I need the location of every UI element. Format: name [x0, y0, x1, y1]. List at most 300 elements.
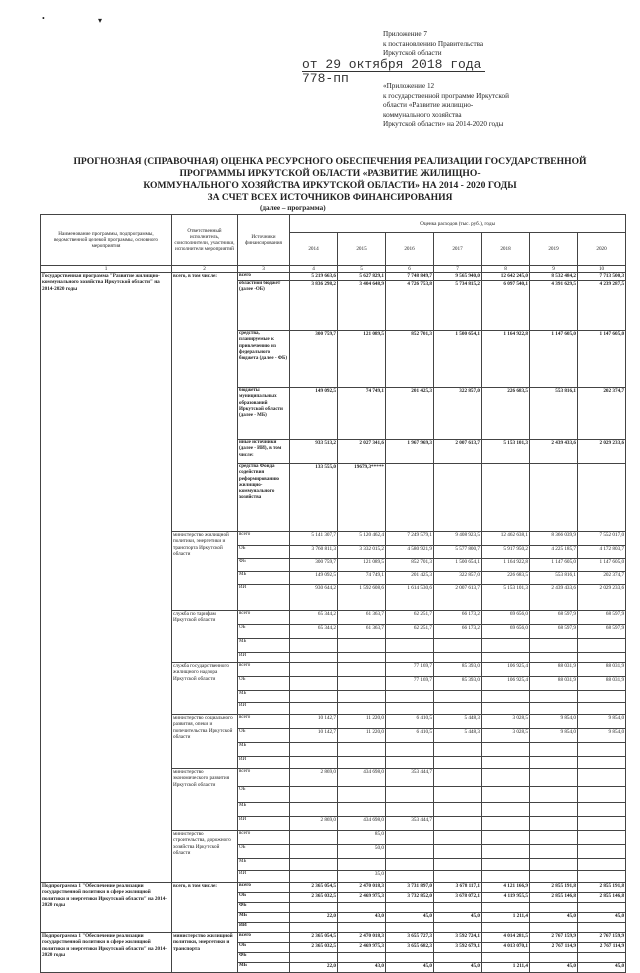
value-cell: 88 031,9 — [578, 677, 626, 691]
value-cell: 201 425,3 — [386, 572, 434, 585]
value-cell: 3 836 298,2 — [290, 281, 338, 331]
value-cell: 3 028,5 — [482, 729, 530, 743]
value-cell — [530, 653, 578, 663]
executor-name: министерство строительства, дорожного хозяйства Иркутской области — [172, 831, 238, 883]
value-cell — [530, 803, 578, 817]
value-cell — [338, 859, 386, 871]
value-cell: 88 031,9 — [578, 663, 626, 677]
value-cell — [434, 653, 482, 663]
value-cell: 68 597,9 — [530, 625, 578, 639]
executor-name: служба по тарифам Иркутской области — [172, 611, 238, 663]
source-label: всего — [238, 532, 290, 546]
appendix-line: «Приложение 12 — [383, 82, 435, 90]
value-cell — [290, 859, 338, 871]
value-cell: 5 734 815,2 — [434, 281, 482, 331]
value-cell: 45,0 — [530, 913, 578, 923]
value-cell — [434, 817, 482, 831]
value-cell: 12 462 638,1 — [482, 532, 530, 546]
stamp-number: 778-пп — [302, 71, 349, 86]
value-cell: 88 031,9 — [530, 677, 578, 691]
value-cell: 3 655 727,3 — [386, 933, 434, 943]
source-label: всего — [238, 715, 290, 729]
value-cell: 35,0 — [338, 871, 386, 883]
value-cell: 12 642 245,0 — [482, 273, 530, 281]
program-name: Подпрограмма 1 "Обеспечение реализации государственной политики в сфере жилищной политики и энергетики Иркутской области" на 2014-2020 годы — [41, 883, 172, 933]
value-cell: 1 211,4 — [482, 913, 530, 923]
value-cell: 85 393,0 — [434, 663, 482, 677]
title-line: КОММУНАЛЬНОГО ХОЗЯЙСТВА ИРКУТСКОЙ ОБЛАСТИ» НА 2014 - 2020 ГОДЫ — [143, 180, 517, 191]
appendix-line: к постановлению Правительства — [383, 39, 484, 48]
value-cell: 1 967 969,3 — [386, 440, 434, 464]
value-cell — [578, 787, 626, 803]
source-label: ИИ — [238, 703, 290, 715]
appendix-line: Иркутской области — [383, 49, 442, 57]
value-cell: 4 580 921,9 — [386, 546, 434, 559]
value-cell — [338, 787, 386, 803]
value-cell — [530, 859, 578, 871]
source-label: средства Фонда содействия реформированию жилищно-коммунального хозяйства — [238, 464, 290, 532]
value-cell: 5 627 829,1 — [338, 273, 386, 281]
value-cell — [482, 845, 530, 859]
source-label: МБ — [238, 743, 290, 757]
value-cell: 2 470 018,3 — [338, 933, 386, 943]
value-cell — [386, 691, 434, 703]
value-cell — [530, 845, 578, 859]
value-cell: 106 925,4 — [482, 663, 530, 677]
value-cell: 4 172 803,7 — [578, 546, 626, 559]
header-name: Наименование программы, подпрограммы, ведомственной целевой программы, основного мероприятия — [41, 215, 172, 266]
value-cell: 2 439 433,6 — [530, 585, 578, 611]
value-cell: 43,0 — [338, 963, 386, 973]
value-cell: 5 153 101,3 — [482, 585, 530, 611]
value-cell: 7 249 579,1 — [386, 532, 434, 546]
value-cell — [482, 787, 530, 803]
title-line: ПРОГРАММЫ ИРКУТСКОЙ ОБЛАСТИ «РАЗВИТИЕ ЖИЛИЩНО- — [179, 168, 481, 179]
source-label: всего — [238, 273, 290, 281]
source-label: МБ — [238, 572, 290, 585]
value-cell — [434, 639, 482, 653]
value-cell: 7 713 500,3 — [578, 273, 626, 281]
value-cell — [434, 757, 482, 769]
value-cell: 45,0 — [386, 913, 434, 923]
value-cell: 4 014 281,5 — [482, 933, 530, 943]
value-cell: 68 597,9 — [578, 625, 626, 639]
value-cell: 553 816,1 — [530, 572, 578, 585]
value-cell: 930 644,2 — [290, 585, 338, 611]
value-cell — [386, 787, 434, 803]
title-line: ПРОГНОЗНАЯ (СПРАВОЧНАЯ) ОЦЕНКА РЕСУРСНОГО ОБЕСПЕЧЕНИЯ РЕАЛИЗАЦИИ ГОСУДАРСТВЕННОЙ — [73, 156, 587, 167]
header-col-number: 1 — [41, 266, 172, 273]
value-cell: 43,0 — [338, 913, 386, 923]
value-cell — [578, 653, 626, 663]
value-cell: 6 410,5 — [386, 729, 434, 743]
value-cell — [434, 703, 482, 715]
value-cell: 2 007 613,7 — [434, 440, 482, 464]
value-cell — [338, 703, 386, 715]
value-cell: 1 500 654,1 — [434, 331, 482, 388]
value-cell — [434, 787, 482, 803]
value-cell: 2 469 975,3 — [338, 893, 386, 903]
value-cell: 2 869,0 — [290, 769, 338, 787]
header-col-number: 5 — [338, 266, 386, 273]
value-cell: 62 251,7 — [386, 611, 434, 625]
header-year: 2015 — [338, 233, 386, 266]
value-cell: 933 513,2 — [290, 440, 338, 464]
value-cell: 45,0 — [434, 913, 482, 923]
value-cell — [290, 743, 338, 757]
source-label: ИИ — [238, 585, 290, 611]
value-cell: 1 147 605,0 — [578, 331, 626, 388]
value-cell: 121 089,5 — [338, 331, 386, 388]
value-cell: 74 749,1 — [338, 388, 386, 440]
value-cell — [386, 871, 434, 883]
value-cell — [578, 831, 626, 845]
value-cell — [386, 757, 434, 769]
value-cell: 2 869,0 — [290, 817, 338, 831]
value-cell: 1 147 605,0 — [530, 331, 578, 388]
source-label: ИИ — [238, 923, 290, 933]
source-label: всего — [238, 663, 290, 677]
value-cell — [290, 923, 338, 933]
value-cell — [290, 639, 338, 653]
header-col-number: 10 — [578, 266, 626, 273]
value-cell: 45,0 — [434, 963, 482, 973]
header-col-number: 2 — [172, 266, 238, 273]
appendix-12-block — [383, 82, 509, 130]
value-cell — [434, 903, 482, 913]
value-cell: 852 701,3 — [386, 559, 434, 572]
value-cell — [578, 859, 626, 871]
table-row — [41, 273, 626, 281]
appendix-line: Приложение 7 — [383, 30, 427, 38]
scan-mark: • — [42, 14, 45, 23]
value-cell — [578, 817, 626, 831]
value-cell — [530, 923, 578, 933]
source-label: ОБ — [238, 943, 290, 953]
value-cell — [530, 691, 578, 703]
value-cell: 2 029 233,6 — [578, 440, 626, 464]
value-cell: 4 013 070,1 — [482, 943, 530, 953]
source-label: средства, планируемые к привлечению из федерального бюджета (далее - ФБ) — [238, 331, 290, 388]
value-cell: 61 363,7 — [338, 625, 386, 639]
value-cell — [578, 703, 626, 715]
header-executor: Ответственный исполнитель, соисполнители, участники, исполнители мероприятий — [172, 215, 238, 266]
value-cell: 1 147 605,0 — [578, 559, 626, 572]
value-cell — [482, 803, 530, 817]
value-cell: 1 147 605,0 — [530, 559, 578, 572]
source-label: ФБ — [238, 953, 290, 963]
value-cell — [386, 639, 434, 653]
value-cell — [482, 769, 530, 787]
executor-name: министерство экономического развития Иркутской области — [172, 769, 238, 831]
value-cell: 3 404 648,9 — [338, 281, 386, 331]
value-cell: 8 366 039,9 — [530, 532, 578, 546]
value-cell: 4 239 287,5 — [578, 281, 626, 331]
value-cell: 6 410,5 — [386, 715, 434, 729]
value-cell — [290, 703, 338, 715]
value-cell — [386, 703, 434, 715]
value-cell: 3 592 724,1 — [434, 933, 482, 943]
value-cell: 62 251,7 — [386, 625, 434, 639]
value-cell: 7 748 849,7 — [386, 273, 434, 281]
executor-name: министерство жилищной политики, энергетики и транспорта Иркутской области — [172, 532, 238, 611]
value-cell: 3 732 852,0 — [386, 893, 434, 903]
value-cell: 322 857,0 — [434, 572, 482, 585]
source-label: МБ — [238, 913, 290, 923]
value-cell — [578, 769, 626, 787]
header-year: 2018 — [482, 233, 530, 266]
value-cell — [290, 871, 338, 883]
value-cell — [290, 677, 338, 691]
value-cell: 4 121 166,9 — [482, 883, 530, 893]
value-cell — [386, 464, 434, 532]
document-subtitle: (далее – программа) — [260, 204, 326, 212]
value-cell: 6 097 540,1 — [482, 281, 530, 331]
source-label: ОБ — [238, 893, 290, 903]
executor-name: служба государственного жилищного надзора Иркутской области — [172, 663, 238, 715]
value-cell — [290, 663, 338, 677]
value-cell — [386, 803, 434, 817]
value-cell: 226 683,5 — [482, 388, 530, 440]
value-cell: 61 363,7 — [338, 611, 386, 625]
value-cell: 1 164 922,8 — [482, 559, 530, 572]
value-cell: 45,0 — [386, 963, 434, 973]
header-year: 2017 — [434, 233, 482, 266]
value-cell: 9 854,0 — [530, 715, 578, 729]
value-cell: 434 698,0 — [338, 769, 386, 787]
value-cell — [530, 769, 578, 787]
value-cell — [434, 859, 482, 871]
table-row — [41, 883, 626, 893]
value-cell: 852 701,3 — [386, 331, 434, 388]
value-cell: 2 855 191,8 — [530, 883, 578, 893]
value-cell — [482, 464, 530, 532]
value-cell — [290, 787, 338, 803]
value-cell: 5 448,3 — [434, 729, 482, 743]
value-cell: 4 119 955,5 — [482, 893, 530, 903]
value-cell — [386, 923, 434, 933]
value-cell — [338, 803, 386, 817]
header-year: 2019 — [530, 233, 578, 266]
value-cell — [530, 903, 578, 913]
value-cell: 2 767 159,9 — [530, 933, 578, 943]
value-cell — [434, 871, 482, 883]
source-label: ОБ — [238, 729, 290, 743]
value-cell — [482, 757, 530, 769]
value-cell: 85 393,0 — [434, 677, 482, 691]
value-cell: 3 655 682,3 — [386, 943, 434, 953]
value-cell: 69 656,0 — [482, 611, 530, 625]
value-cell — [434, 845, 482, 859]
source-label: ОБ — [238, 677, 290, 691]
value-cell: 65 344,2 — [290, 625, 338, 639]
value-cell: 45,0 — [530, 963, 578, 973]
value-cell: 1 614 530,6 — [386, 585, 434, 611]
value-cell: 11 220,0 — [338, 715, 386, 729]
value-cell — [434, 464, 482, 532]
value-cell: 5 153 101,3 — [482, 440, 530, 464]
source-label: МБ — [238, 963, 290, 973]
value-cell: 2 855 146,8 — [530, 893, 578, 903]
program-name: Подпрограмма 1 "Обеспечение реализации государственной политики в сфере жилищной политики и энергетики Иркутской области" на 2014-2020 годы — [41, 933, 172, 973]
value-cell: 2 027 341,6 — [338, 440, 386, 464]
value-cell: 3 678 072,1 — [434, 893, 482, 903]
header-col-number: 8 — [482, 266, 530, 273]
value-cell: 3 731 897,0 — [386, 883, 434, 893]
value-cell: 3 028,5 — [482, 715, 530, 729]
value-cell: 2 007 613,7 — [434, 585, 482, 611]
value-cell — [386, 859, 434, 871]
value-cell: 3 332 015,2 — [338, 546, 386, 559]
value-cell — [338, 923, 386, 933]
value-cell — [386, 653, 434, 663]
value-cell: 2 365 054,5 — [290, 883, 338, 893]
value-cell — [338, 663, 386, 677]
value-cell — [386, 831, 434, 845]
source-label: МБ — [238, 859, 290, 871]
value-cell: 22,0 — [290, 963, 338, 973]
value-cell — [482, 871, 530, 883]
source-label: ИИ — [238, 817, 290, 831]
value-cell — [482, 653, 530, 663]
value-cell: 66 173,2 — [434, 611, 482, 625]
value-cell: 77 169,7 — [386, 663, 434, 677]
value-cell: 22,0 — [290, 913, 338, 923]
header-year: 2014 — [290, 233, 338, 266]
value-cell — [578, 923, 626, 933]
value-cell: 65 344,2 — [290, 611, 338, 625]
value-cell: 1 211,4 — [482, 963, 530, 973]
value-cell — [482, 923, 530, 933]
value-cell: 9 854,0 — [578, 729, 626, 743]
value-cell: 7 552 017,0 — [578, 532, 626, 546]
value-cell: 3 592 679,1 — [434, 943, 482, 953]
value-cell: 149 092,5 — [290, 572, 338, 585]
source-label: ОБ — [238, 546, 290, 559]
source-label: ИИ — [238, 653, 290, 663]
value-cell — [338, 903, 386, 913]
value-cell: 4 391 629,5 — [530, 281, 578, 331]
value-cell — [386, 743, 434, 757]
header-col-number: 9 — [530, 266, 578, 273]
title-line: ЗА СЧЕТ ВСЕХ ИСТОЧНИКОВ ФИНАНСИРОВАНИЯ — [207, 192, 453, 203]
value-cell: 68 597,9 — [530, 611, 578, 625]
value-cell: 226 683,5 — [482, 572, 530, 585]
value-cell — [338, 639, 386, 653]
value-cell — [482, 859, 530, 871]
value-cell: 2 365 032,5 — [290, 893, 338, 903]
header-year: 2020 — [578, 233, 626, 266]
value-cell: 5 141 307,7 — [290, 532, 338, 546]
value-cell — [530, 787, 578, 803]
value-cell: 133 555,0 — [290, 464, 338, 532]
program-name: Государственная программа "Развитие жилищно-коммунального хозяйства Иркутской области" на 2014-2020 годы — [41, 273, 172, 883]
value-cell — [290, 653, 338, 663]
header-col-number: 7 — [434, 266, 482, 273]
value-cell: 353 444,7 — [386, 817, 434, 831]
source-label: ОБ — [238, 845, 290, 859]
source-label: МБ — [238, 639, 290, 653]
executor-name: всего, в том числе: — [172, 883, 238, 933]
value-cell: 3 760 811,3 — [290, 546, 338, 559]
value-cell: 300 759,7 — [290, 559, 338, 572]
value-cell: 50,0 — [338, 845, 386, 859]
value-cell — [338, 691, 386, 703]
value-cell: 300 759,7 — [290, 331, 338, 388]
value-cell: 2 365 032,5 — [290, 943, 338, 953]
value-cell — [482, 639, 530, 653]
source-label: МБ — [238, 691, 290, 703]
value-cell — [530, 953, 578, 963]
value-cell: 8 532 484,2 — [530, 273, 578, 281]
value-cell — [530, 831, 578, 845]
value-cell — [338, 953, 386, 963]
date-stamp — [302, 58, 485, 85]
value-cell: 553 816,1 — [530, 388, 578, 440]
source-label: ФБ — [238, 559, 290, 572]
executor-name: всего, в том числе: — [172, 273, 238, 532]
value-cell — [338, 677, 386, 691]
executor-name: министерство жилищной политики, энергетики и транспорта — [172, 933, 238, 973]
value-cell: 2 439 433,6 — [530, 440, 578, 464]
value-cell — [578, 845, 626, 859]
value-cell — [530, 639, 578, 653]
source-label: ФБ — [238, 903, 290, 913]
value-cell: 9 854,0 — [578, 715, 626, 729]
value-cell — [386, 845, 434, 859]
value-cell — [482, 903, 530, 913]
value-cell — [386, 903, 434, 913]
header-year: 2016 — [386, 233, 434, 266]
stamp-date: от 29 октября 2018 года — [302, 58, 485, 72]
value-cell: 2 767 114,9 — [578, 943, 626, 953]
source-label: всего — [238, 769, 290, 787]
value-cell — [290, 845, 338, 859]
value-cell: 2 855 146,8 — [578, 893, 626, 903]
value-cell: 4 726 753,8 — [386, 281, 434, 331]
value-cell: 5 448,3 — [434, 715, 482, 729]
value-cell — [578, 757, 626, 769]
value-cell — [434, 803, 482, 817]
value-cell — [530, 464, 578, 532]
value-cell: 5 917 950,2 — [482, 546, 530, 559]
value-cell — [578, 903, 626, 913]
document-title — [40, 156, 620, 204]
appendix-line: к государственной программе Иркутской — [383, 91, 509, 100]
table-row — [41, 933, 626, 943]
value-cell: 68 597,9 — [578, 611, 626, 625]
value-cell — [290, 831, 338, 845]
value-cell: 88 031,9 — [530, 663, 578, 677]
value-cell — [434, 769, 482, 787]
value-cell — [386, 953, 434, 963]
value-cell — [530, 757, 578, 769]
value-cell: 4 225 185,7 — [530, 546, 578, 559]
source-label: всего — [238, 611, 290, 625]
value-cell — [290, 757, 338, 769]
value-cell — [338, 653, 386, 663]
value-cell — [578, 743, 626, 757]
value-cell — [290, 903, 338, 913]
source-label: ИИ — [238, 757, 290, 769]
value-cell: 106 925,4 — [482, 677, 530, 691]
value-cell: 19679,3***** — [338, 464, 386, 532]
value-cell — [578, 871, 626, 883]
value-cell — [578, 464, 626, 532]
value-cell — [290, 691, 338, 703]
value-cell: 2 855 191,8 — [578, 883, 626, 893]
value-cell: 5 577 800,7 — [434, 546, 482, 559]
